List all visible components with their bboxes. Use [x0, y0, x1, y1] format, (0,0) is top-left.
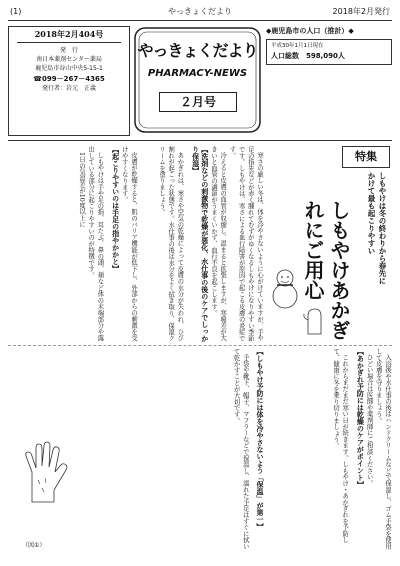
population-stats — [266, 39, 392, 65]
page-number: (1) — [10, 7, 22, 16]
issue-number: 2018年2月404号 — [34, 29, 104, 39]
divider — [8, 345, 392, 346]
article-text: ひどい場合は医師や薬剤師にご相談ください。 — [365, 354, 373, 487]
feature-headline: しもやけあかぎれにご用心 — [301, 200, 351, 340]
article-text: 入浴後や水仕事の後はハンドクリームなどで保湿し、ゴム手袋を使用して皮膚を守りましょう。 — [374, 348, 391, 550]
article-text: 皮膚が乾燥すると、肌のバリア機能が低下し、外部からの刺激を受けやすくなります。 — [120, 146, 137, 342]
section-heading: 【しもやけ予防には体を冷やさないよう「保温」が第一】 — [256, 348, 264, 530]
masthead-title: やっきょくだより — [137, 41, 258, 60]
article-text: これからまだまだ寒い日が続きます。しもやけ・あかぎれを予防して、健康に冬を乗り切りましょう。 — [331, 348, 349, 544]
divider — [8, 140, 392, 141]
article-text: 1日の気温差が10度以上に — [77, 152, 85, 228]
publisher-name: 南日本薬剤センター薬局 — [36, 56, 102, 63]
publisher-info-box — [8, 26, 130, 136]
population-date: 平成30年1月1日現在 — [271, 43, 324, 49]
section-heading: 【洗剤などの刺激物で乾燥が悪化、水仕事の後のケアでしっかり保湿】 — [191, 146, 209, 342]
article-column — [138, 348, 264, 552]
feature-title — [264, 146, 392, 344]
masthead-subtitle: PHARMACY-NEWS — [147, 68, 248, 79]
mitten-illustration — [302, 306, 326, 336]
population-box — [266, 26, 392, 65]
section-heading: 【起こりやすいのは手足の指やかかと】 — [111, 146, 120, 272]
editor: 発行者：岩元 正義 — [41, 85, 96, 92]
population-total: 人口総数 598,090人 — [271, 52, 345, 60]
issue-month: ２月号 — [159, 92, 237, 112]
masthead — [133, 26, 262, 134]
section-heading: 【あかぎれ予防には乾燥のケアがポイント】 — [356, 348, 365, 488]
publisher-address: 鹿児島市谷山中央5-15-1 — [35, 65, 103, 72]
article-text: しもやけは手や足の指、耳たぶ、鼻の頭、頬など体の末端部分や露出している部分に起こりやすいのが特徴です。 — [87, 146, 104, 342]
issue-date: 2018年2月発行 — [332, 7, 390, 16]
population-heading: ◆鹿児島市の人口（推計）◆ — [266, 27, 354, 35]
feature-badge: 特集 — [342, 146, 390, 168]
article-text: あかぎれは、寒さや空気の乾燥によって皮膚の水分が失われ、ひび割れが起こった状態です。水仕事の後は水分をよく拭き取り、保湿クリームを塗りましょう。 — [157, 146, 184, 342]
header-title: やっきょくだより — [168, 7, 232, 16]
article-text: 寒さの厳しい冬は、体を冷やさないように心がけていますが、手や足の指先などが赤く腫れてむずがゆくなるしもやけになりやすい季節です。しもやけは、寒さによる血行障害が原因で起こる皮膚の炎症です。 — [228, 146, 263, 342]
article-text: 手袋や靴下、帽子、マフラーなどで保温し、濡れた手足はすぐに拭いて乾かすことが大切です。 — [232, 348, 249, 550]
feature-lead: しもやけは冬の終わりから春先にかけて最も起こりやすい — [367, 172, 387, 285]
article-text: 冷えると皮膚の血管が収縮し、温まると拡張しますが、寒暖差が大きいと血管の調節がうまくいかず、血行不良を起こします。 — [209, 146, 227, 342]
hand-illustration — [12, 440, 82, 506]
article-column — [8, 146, 138, 344]
page-header — [8, 6, 392, 21]
publisher-label: 発 行 — [59, 47, 78, 54]
divider — [17, 42, 121, 43]
phone-number: ☎099－267－4365 — [33, 75, 105, 83]
figure-caption: （図①） — [22, 542, 46, 549]
article-column — [268, 348, 392, 552]
phone-icon: ☎ — [33, 75, 42, 83]
snowman-illustration — [268, 266, 302, 310]
article-column — [144, 146, 264, 344]
